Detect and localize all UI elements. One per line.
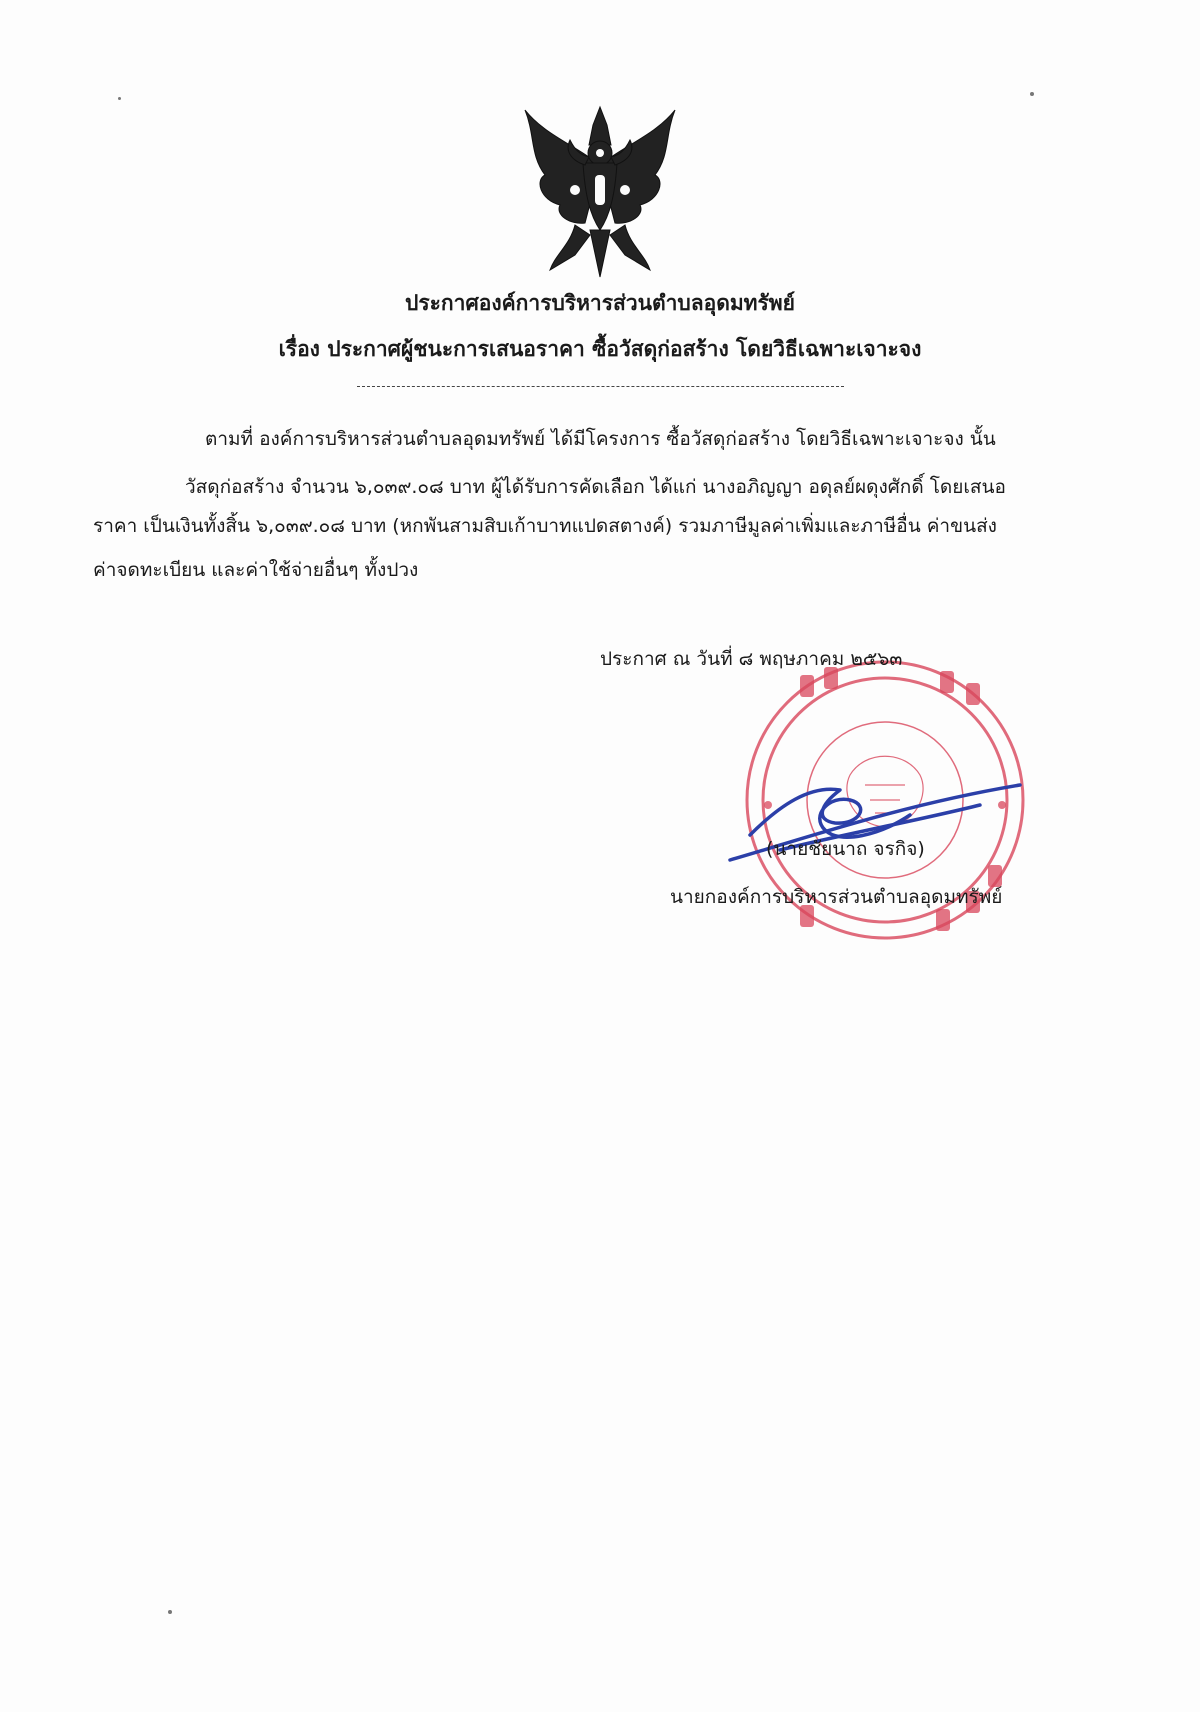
garuda-emblem-icon [515,105,685,280]
scan-speck [118,97,121,100]
document-subject: เรื่อง ประกาศผู้ชนะการเสนอราคา ซื้อวัสดุก่อสร้าง โดยวิธีเฉพาะเจาะจง [278,337,922,361]
document-title: ประกาศองค์การบริหารส่วนตำบลอุดมทรัพย์ [405,291,795,315]
body-line: ค่าจดทะเบียน และค่าใช้จ่ายอื่นๆ ทั้งปวง [93,559,419,581]
body-line: วัสดุก่อสร้าง จำนวน ๖,๐๓๙.๐๘ บาท ผู้ได้รับการคัดเลือก ได้แก่ นางอภิญญา อดุลย์ผดุงศักดิ์ โดยเสนอ [185,476,1006,498]
body-line: ตามที่ องค์การบริหารส่วนตำบลอุดมทรัพย์ ได้มีโครงการ ซื้อวัสดุก่อสร้าง โดยวิธีเฉพาะเจาะจง นั้น [205,428,996,450]
announce-date: ประกาศ ณ วันที่ ๘ พฤษภาคม ๒๕๖๓ [600,648,903,670]
signer-name: (นายชัยนาถ จรกิจ) [766,838,925,860]
body-line: ราคา เป็นเงินทั้งสิ้น ๖,๐๓๙.๐๘ บาท (หกพันสามสิบเก้าบาทแปดสตางค์) รวมภาษีมูลค่าเพิ่มและภาษีอื่น ค่าขนส่ง [93,515,997,537]
signer-title: นายกองค์การบริหารส่วนตำบลอุดมทรัพย์ [670,886,1003,908]
dashed-divider [357,386,844,387]
scan-speck [168,1610,172,1614]
scan-speck [1030,92,1034,96]
